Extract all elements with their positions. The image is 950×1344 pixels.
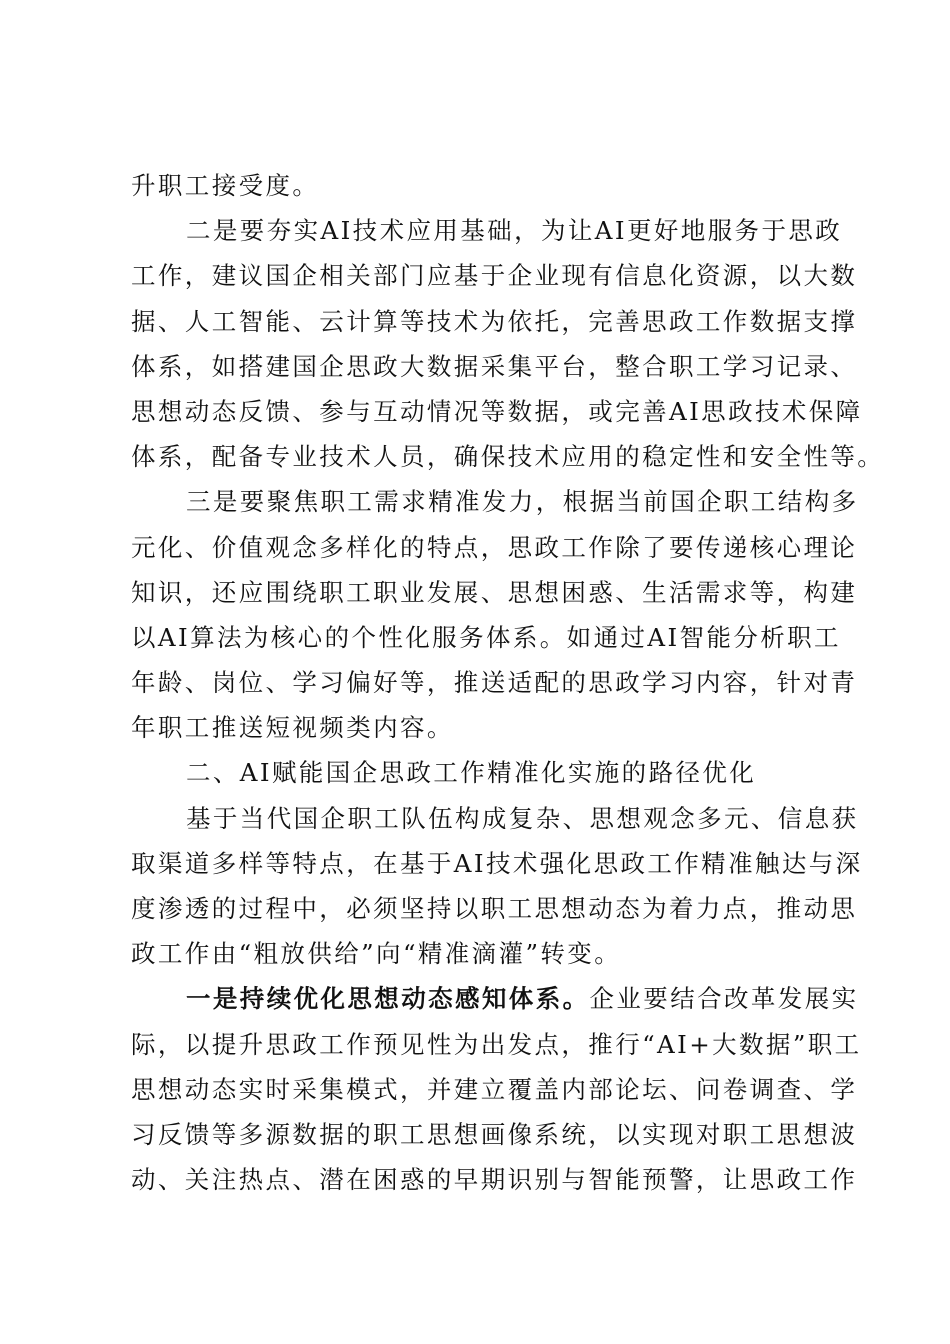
bold-lead-text: 一是持续优化思想动态感知体系。 [186, 984, 590, 1014]
text-line: 以AI算法为核心的个性化服务体系。如通过AI智能分析职工 [131, 622, 841, 652]
text-line: 体系，配备专业技术人员，确保技术应用的稳定性和安全性等。 [131, 442, 885, 472]
text-line: 三是要聚焦职工需求精准发力，根据当前国企职工结构多 [186, 487, 859, 517]
text-line: 知识，还应围绕职工职业发展、思想困惑、生活需求等，构建 [131, 577, 858, 607]
text-line: 思想动态反馈、参与互动情况等数据，或完善AI思政技术保障 [131, 396, 863, 426]
text-line: 政工作由“粗放供给”向“精准滴灌”转变。 [131, 939, 622, 969]
text-line: 工作，建议国企相关部门应基于企业现有信息化资源，以大数 [131, 261, 858, 291]
text-line: 元化、价值观念多样化的特点，思政工作除了要传递核心理论 [131, 532, 858, 562]
section-heading: 二、AI赋能国企思政工作精准化实施的路径优化 [186, 758, 757, 788]
text-line: 动、关注热点、潜在困惑的早期识别与智能预警，让思政工作 [131, 1165, 858, 1195]
text-line: 年职工推送短视频类内容。 [131, 713, 454, 743]
text-line: 度渗透的过程中，必须坚持以职工思想动态为着力点，推动思 [131, 894, 858, 923]
text-line-rest: 企业要结合改革发展实 [589, 984, 859, 1014]
text-line-with-bold-lead [131, 976, 859, 1021]
text-line: 际，以提升思政工作预见性为出发点，推行“AI+大数据”职工 [131, 1029, 862, 1059]
text-line: 思想动态实时采集模式，并建立覆盖内部论坛、问卷调查、学 [131, 1074, 858, 1104]
text-line: 习反馈等多源数据的职工思想画像系统，以实现对职工思想波 [131, 1119, 858, 1149]
text-line: 体系，如搭建国企思政大数据采集平台，整合职工学习记录、 [131, 351, 858, 381]
text-line: 据、人工智能、云计算等技术为依托，完善思政工作数据支撑 [131, 306, 858, 336]
text-line: 升职工接受度。 [131, 171, 320, 200]
text-line: 基于当代国企职工队伍构成复杂、思想观念多元、信息获 [186, 803, 859, 833]
text-line: 年龄、岗位、学习偏好等，推送适配的思政学习内容，针对青 [131, 668, 858, 698]
text-line: 二是要夯实AI技术应用基础，为让AI更好地服务于思政 [186, 216, 843, 246]
document-body [131, 163, 885, 1202]
text-line: 取渠道多样等特点，在基于AI技术强化思政工作精准触达与深 [131, 848, 863, 878]
